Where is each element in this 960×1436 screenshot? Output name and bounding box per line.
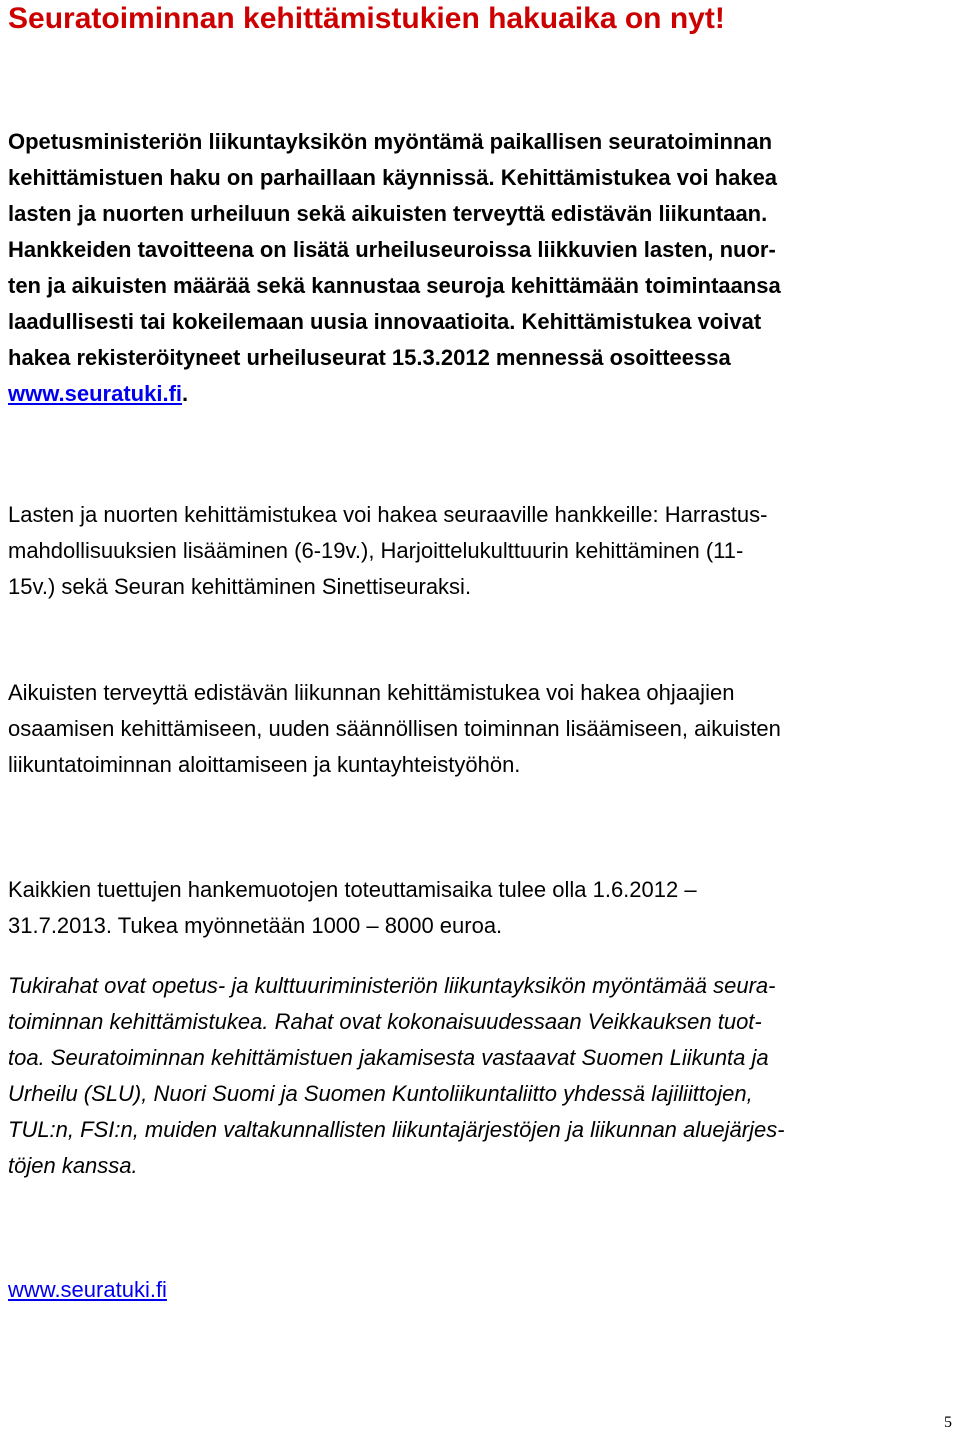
intro-line: kehittämistuen haku on parhaillaan käynnissä. Kehittämistukea voi hakea (8, 165, 778, 190)
youth-line: mahdollisuuksien lisääminen (6-19v.), Harjoittelukulttuurin kehittäminen (11- (8, 538, 744, 563)
funding-line: töjen kanssa. (8, 1153, 138, 1178)
intro-line: laadullisesti tai kokeilemaan uusia innovaatioita. Kehittämistukea voivat (8, 309, 762, 334)
funding-line: toiminnan kehittämistukea. Rahat ovat kokonaisuudessaan Veikkauksen tuot- (8, 1009, 762, 1034)
funding-line: Urheilu (SLU), Nuori Suomi ja Suomen Kuntoliikuntaliitto yhdessä lajiliittojen, (8, 1081, 753, 1106)
intro-line: ten ja aikuisten määrää sekä kannustaa seuroja kehittämään toimintaansa (8, 273, 781, 298)
youth-line: 15v.) sekä Seuran kehittäminen Sinettiseuraksi. (8, 574, 472, 599)
schedule-line: Kaikkien tuettujen hankemuotojen toteuttamisaika tulee olla 1.6.2012 – (8, 877, 697, 902)
funding-paragraph (8, 968, 954, 1184)
intro-line: hakea rekisteröityneet urheiluseurat 15.3.2012 mennessä osoitteessa (8, 345, 731, 370)
link-period: . (182, 381, 189, 406)
intro-paragraph (8, 124, 954, 412)
adult-line: osaamisen kehittämiseen, uuden säännöllisen toiminnan lisäämiseen, aikuisten (8, 716, 781, 741)
adult-line: liikuntatoiminnan aloittamiseen ja kuntayhteistyöhön. (8, 752, 521, 777)
page-title: Seuratoiminnan kehittämistukien hakuaika on nyt! (8, 2, 725, 35)
seuratuki-link[interactable]: www.seuratuki.fi (8, 381, 183, 406)
intro-line: Hankkeiden tavoitteena on lisätä urheiluseuroissa liikkuvien lasten, nuor- (8, 237, 776, 262)
page-number: 5 (944, 1414, 952, 1431)
schedule-line: 31.7.2013. Tukea myönnetään 1000 – 8000 euroa. (8, 913, 503, 938)
adult-support-paragraph (8, 675, 954, 783)
schedule-paragraph (8, 872, 954, 944)
funding-line: TUL:n, FSI:n, muiden valtakunnallisten liikuntajärjestöjen ja liikunnan aluejärjes- (8, 1117, 785, 1142)
funding-line: toa. Seuratoiminnan kehittämistuen jakamisesta vastaavat Suomen Liikunta ja (8, 1045, 769, 1070)
youth-support-paragraph (8, 497, 954, 605)
adult-line: Aikuisten terveyttä edistävän liikunnan kehittämistukea voi hakea ohjaajien (8, 680, 735, 705)
intro-line: Opetusministeriön liikuntayksikön myöntämä paikallisen seuratoiminnan (8, 129, 773, 154)
intro-line: lasten ja nuorten urheiluun sekä aikuisten terveyttä edistävän liikuntaan. (8, 201, 768, 226)
funding-line: Tukirahat ovat opetus- ja kulttuuriministeriön liikuntayksikön myöntämää seura- (8, 973, 776, 998)
footer-link-paragraph (8, 1272, 954, 1308)
intro-link-line (8, 376, 954, 412)
footer-seuratuki-link[interactable]: www.seuratuki.fi (8, 1277, 167, 1302)
youth-line: Lasten ja nuorten kehittämistukea voi hakea seuraaville hankkeille: Harrastus- (8, 502, 768, 527)
